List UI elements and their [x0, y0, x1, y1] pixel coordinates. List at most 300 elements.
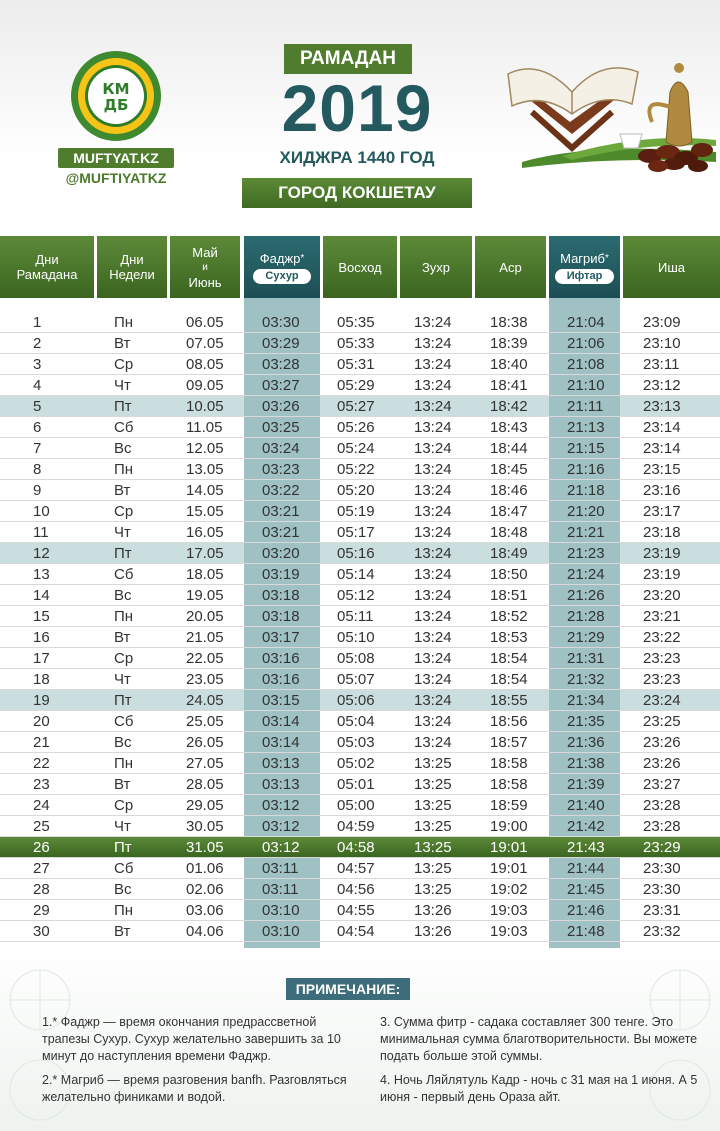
fajr-time: 03:21 — [262, 524, 300, 541]
isha-time: 23:19 — [643, 566, 681, 583]
asr-time: 18:47 — [490, 503, 528, 520]
zuhr-time: 13:25 — [414, 881, 452, 898]
note-1: 1.* Фаджр — время окончания предрассветной трапезы Сухур. Сухур желательно завершить за 10 минут до наступления времени Фаджр. — [42, 1015, 341, 1063]
day-ramadan: 18 — [33, 671, 50, 688]
maghrib-time: 21:20 — [567, 503, 605, 520]
header-month: Май и Июнь — [170, 236, 240, 298]
zuhr-time: 13:24 — [414, 650, 452, 667]
day-ramadan: 17 — [33, 650, 50, 667]
asr-time: 19:01 — [490, 860, 528, 877]
day-ramadan: 13 — [33, 566, 50, 583]
table-row — [0, 501, 720, 522]
day-week: Чт — [114, 818, 131, 835]
hijra-subtitle: ХИДЖРА 1440 ГОД — [279, 148, 435, 167]
maghrib-time: 21:38 — [567, 755, 605, 772]
fajr-time: 03:18 — [262, 587, 300, 604]
header-asr: Аср — [475, 236, 546, 298]
day-week: Пт — [114, 545, 132, 562]
day-week: Вс — [114, 734, 132, 751]
day-ramadan: 6 — [33, 419, 42, 436]
isha-time: 23:30 — [643, 881, 681, 898]
date: 20.05 — [186, 608, 224, 625]
isha-time: 23:19 — [643, 545, 681, 562]
asr-time: 19:01 — [490, 839, 528, 856]
date: 13.05 — [186, 461, 224, 478]
day-week: Пн — [114, 755, 134, 772]
isha-time: 23:11 — [643, 356, 680, 373]
day-week: Вт — [114, 629, 131, 646]
sunrise-time: 05:12 — [337, 587, 375, 604]
sunrise-time: 05:33 — [337, 335, 375, 352]
day-ramadan: 2 — [33, 335, 42, 352]
day-ramadan: 21 — [33, 734, 50, 751]
maghrib-time: 21:04 — [567, 314, 605, 331]
sunrise-time: 05:35 — [337, 314, 375, 331]
asr-time: 18:40 — [490, 356, 528, 373]
day-ramadan: 20 — [33, 713, 50, 730]
date: 16.05 — [186, 524, 224, 541]
maghrib-time: 21:46 — [567, 902, 605, 919]
note-3: 3. Сумма фитр - садака составляет 300 тенге. Это минимальная сумма благотворительности. Вы можете подать больше этой суммы. — [380, 1015, 698, 1063]
maghrib-time: 21:11 — [567, 398, 604, 415]
table-row — [0, 837, 720, 858]
fajr-time: 03:19 — [262, 566, 300, 583]
isha-time: 23:28 — [643, 797, 681, 814]
zuhr-time: 13:24 — [414, 671, 452, 688]
isha-time: 23:12 — [643, 377, 681, 394]
isha-time: 23:13 — [643, 398, 681, 415]
year-title: 2019 — [281, 71, 433, 145]
asr-time: 19:03 — [490, 902, 528, 919]
date: 19.05 — [186, 587, 224, 604]
zuhr-time: 13:24 — [414, 356, 452, 373]
isha-time: 23:18 — [643, 524, 681, 541]
day-ramadan: 29 — [33, 902, 50, 919]
sunrise-time: 05:07 — [337, 671, 375, 688]
maghrib-time: 21:42 — [567, 818, 605, 835]
isha-time: 23:23 — [643, 650, 681, 667]
header-zuhr: Зухр — [400, 236, 472, 298]
zuhr-time: 13:24 — [414, 398, 452, 415]
fajr-time: 03:12 — [262, 797, 300, 814]
maghrib-time: 21:10 — [567, 377, 605, 394]
maghrib-time: 21:40 — [567, 797, 605, 814]
isha-time: 23:21 — [643, 608, 681, 625]
asr-time: 18:44 — [490, 440, 528, 457]
asr-time: 18:57 — [490, 734, 528, 751]
maghrib-time: 21:23 — [567, 545, 605, 562]
sunrise-time: 05:10 — [337, 629, 375, 646]
day-week: Вт — [114, 776, 131, 793]
table-row — [0, 900, 720, 921]
isha-time: 23:14 — [643, 440, 681, 457]
date: 01.06 — [186, 860, 224, 877]
day-week: Пн — [114, 608, 134, 625]
isha-time: 23:26 — [643, 734, 681, 751]
asr-time: 19:02 — [490, 881, 528, 898]
maghrib-time: 21:39 — [567, 776, 605, 793]
day-week: Ср — [114, 503, 134, 520]
zuhr-time: 13:25 — [414, 755, 452, 772]
date: 30.05 — [186, 818, 224, 835]
day-week: Ср — [114, 797, 134, 814]
zuhr-time: 13:24 — [414, 587, 452, 604]
asr-time: 18:53 — [490, 629, 528, 646]
maghrib-time: 21:43 — [567, 839, 605, 856]
date: 31.05 — [186, 839, 224, 856]
table-row — [0, 333, 720, 354]
fajr-time: 03:22 — [262, 482, 300, 499]
header-fajr: Фаджр* Сухур — [244, 236, 320, 298]
fajr-time: 03:16 — [262, 671, 300, 688]
day-week: Пт — [114, 692, 132, 709]
day-week: Вт — [114, 335, 131, 352]
sunrise-time: 05:06 — [337, 692, 375, 709]
table-row — [0, 438, 720, 459]
sunrise-time: 05:14 — [337, 566, 375, 583]
day-week: Чт — [114, 671, 131, 688]
fajr-time: 03:29 — [262, 335, 300, 352]
maghrib-time: 21:36 — [567, 734, 605, 751]
day-week: Вт — [114, 482, 131, 499]
maghrib-time: 21:16 — [567, 461, 605, 478]
fajr-time: 03:14 — [262, 713, 300, 730]
day-ramadan: 15 — [33, 608, 50, 625]
day-ramadan: 23 — [33, 776, 50, 793]
asr-time: 18:54 — [490, 671, 528, 688]
ramadan-banner: РАМАДАН — [284, 44, 412, 74]
zuhr-time: 13:24 — [414, 440, 452, 457]
asr-time: 18:45 — [490, 461, 528, 478]
isha-time: 23:29 — [643, 839, 681, 856]
table-row — [0, 627, 720, 648]
isha-time: 23:17 — [643, 503, 681, 520]
schedule-table — [0, 312, 720, 942]
sunrise-time: 05:27 — [337, 398, 375, 415]
day-week: Пн — [114, 902, 134, 919]
fajr-time: 03:14 — [262, 734, 300, 751]
day-week: Вс — [114, 881, 132, 898]
day-week: Сб — [114, 566, 134, 583]
table-row — [0, 879, 720, 900]
zuhr-time: 13:24 — [414, 713, 452, 730]
sunrise-time: 05:31 — [337, 356, 375, 373]
day-week: Сб — [114, 419, 134, 436]
day-ramadan: 5 — [33, 398, 42, 415]
fajr-time: 03:20 — [262, 545, 300, 562]
sunrise-time: 05:16 — [337, 545, 375, 562]
zuhr-time: 13:24 — [414, 608, 452, 625]
zuhr-time: 13:24 — [414, 629, 452, 646]
asr-time: 18:39 — [490, 335, 528, 352]
maghrib-time: 21:06 — [567, 335, 605, 352]
zuhr-time: 13:24 — [414, 524, 452, 541]
date: 06.05 — [186, 314, 224, 331]
maghrib-time: 21:13 — [567, 419, 605, 436]
isha-time: 23:22 — [643, 629, 681, 646]
sunrise-time: 05:01 — [337, 776, 375, 793]
sunrise-time: 05:17 — [337, 524, 375, 541]
date: 12.05 — [186, 440, 224, 457]
fajr-time: 03:27 — [262, 377, 300, 394]
day-week: Пн — [114, 461, 134, 478]
sunrise-time: 05:22 — [337, 461, 375, 478]
sunrise-time: 05:04 — [337, 713, 375, 730]
zuhr-time: 13:24 — [414, 335, 452, 352]
sunrise-time: 04:58 — [337, 839, 375, 856]
day-ramadan: 11 — [33, 524, 49, 541]
day-ramadan: 22 — [33, 755, 50, 772]
date: 02.06 — [186, 881, 224, 898]
isha-time: 23:28 — [643, 818, 681, 835]
day-ramadan: 16 — [33, 629, 50, 646]
isha-time: 23:23 — [643, 671, 681, 688]
asr-time: 18:52 — [490, 608, 528, 625]
fajr-time: 03:18 — [262, 608, 300, 625]
zuhr-time: 13:25 — [414, 776, 452, 793]
day-ramadan: 30 — [33, 923, 50, 940]
maghrib-time: 21:24 — [567, 566, 605, 583]
fajr-time: 03:12 — [262, 818, 300, 835]
table-row — [0, 312, 720, 333]
fajr-time: 03:13 — [262, 776, 300, 793]
table-row — [0, 417, 720, 438]
isha-time: 23:10 — [643, 335, 681, 352]
sunrise-time: 05:08 — [337, 650, 375, 667]
date: 09.05 — [186, 377, 224, 394]
fajr-time: 03:10 — [262, 902, 300, 919]
header-sunrise: Восход — [323, 236, 397, 298]
date: 29.05 — [186, 797, 224, 814]
maghrib-time: 21:26 — [567, 587, 605, 604]
day-ramadan: 26 — [33, 839, 50, 856]
day-week: Чт — [114, 524, 131, 541]
sunrise-time: 04:57 — [337, 860, 375, 877]
day-week: Вс — [114, 440, 132, 457]
fajr-time: 03:16 — [262, 650, 300, 667]
header-day-week: Дни Недели — [97, 236, 167, 298]
maghrib-time: 21:34 — [567, 692, 605, 709]
maghrib-time: 21:15 — [567, 440, 605, 457]
asr-time: 18:55 — [490, 692, 528, 709]
fajr-time: 03:12 — [262, 839, 300, 856]
date: 15.05 — [186, 503, 224, 520]
asr-time: 18:41 — [490, 377, 528, 394]
day-ramadan: 25 — [33, 818, 50, 835]
date: 14.05 — [186, 482, 224, 499]
date: 24.05 — [186, 692, 224, 709]
day-week: Вс — [114, 587, 132, 604]
zuhr-time: 13:26 — [414, 923, 452, 940]
fajr-time: 03:21 — [262, 503, 300, 520]
table-row — [0, 522, 720, 543]
isha-time: 23:25 — [643, 713, 681, 730]
day-week: Пн — [114, 314, 134, 331]
fajr-time: 03:30 — [262, 314, 300, 331]
table-row — [0, 480, 720, 501]
asr-time: 19:00 — [490, 818, 528, 835]
svg-text:КМ: КМ — [102, 80, 130, 98]
table-row — [0, 375, 720, 396]
zuhr-time: 13:25 — [414, 818, 452, 835]
sunrise-time: 04:56 — [337, 881, 375, 898]
sunrise-time: 05:00 — [337, 797, 375, 814]
fajr-time: 03:11 — [262, 881, 299, 898]
date: 11.05 — [186, 419, 223, 436]
day-week: Чт — [114, 377, 131, 394]
asr-time: 18:48 — [490, 524, 528, 541]
sunrise-time: 05:26 — [337, 419, 375, 436]
isha-time: 23:15 — [643, 461, 681, 478]
date: 28.05 — [186, 776, 224, 793]
suhur-pill: Сухур — [253, 269, 310, 284]
note-2: 2.* Магриб — время разговения banfh. Разговляться желательно финиками и водой. — [42, 1073, 347, 1104]
day-ramadan: 10 — [33, 503, 50, 520]
header-isha: Иша — [623, 236, 720, 298]
isha-time: 23:27 — [643, 776, 681, 793]
day-week: Ср — [114, 356, 134, 373]
date: 18.05 — [186, 566, 224, 583]
isha-time: 23:16 — [643, 482, 681, 499]
day-ramadan: 19 — [33, 692, 50, 709]
asr-time: 18:56 — [490, 713, 528, 730]
maghrib-time: 21:21 — [567, 524, 605, 541]
table-row — [0, 732, 720, 753]
zuhr-time: 13:24 — [414, 545, 452, 562]
isha-time: 23:31 — [643, 902, 681, 919]
date: 08.05 — [186, 356, 224, 373]
maghrib-time: 21:18 — [567, 482, 605, 499]
day-ramadan: 7 — [33, 440, 42, 457]
table-row — [0, 690, 720, 711]
day-ramadan: 8 — [33, 461, 42, 478]
zuhr-time: 13:24 — [414, 314, 452, 331]
day-ramadan: 1 — [33, 314, 42, 331]
sunrise-time: 05:24 — [337, 440, 375, 457]
day-ramadan: 3 — [33, 356, 42, 373]
sunrise-time: 05:29 — [337, 377, 375, 394]
maghrib-time: 21:28 — [567, 608, 605, 625]
asr-time: 18:46 — [490, 482, 528, 499]
day-ramadan: 9 — [33, 482, 42, 499]
zuhr-time: 13:24 — [414, 734, 452, 751]
day-week: Пт — [114, 839, 132, 856]
asr-time: 19:03 — [490, 923, 528, 940]
asr-time: 18:54 — [490, 650, 528, 667]
date: 22.05 — [186, 650, 224, 667]
day-ramadan: 27 — [33, 860, 50, 877]
zuhr-time: 13:25 — [414, 860, 452, 877]
table-row — [0, 753, 720, 774]
zuhr-time: 13:24 — [414, 503, 452, 520]
day-week: Сб — [114, 713, 134, 730]
notes-title: ПРИМЕЧАНИЕ: — [286, 978, 410, 1000]
date: 26.05 — [186, 734, 224, 751]
sunrise-time: 05:03 — [337, 734, 375, 751]
fajr-time: 03:24 — [262, 440, 300, 457]
fajr-time: 03:25 — [262, 419, 300, 436]
sunrise-time: 04:54 — [337, 923, 375, 940]
sunrise-time: 05:20 — [337, 482, 375, 499]
asr-time: 18:50 — [490, 566, 528, 583]
header-maghrib: Магриб* Ифтар — [549, 236, 620, 298]
zuhr-time: 13:25 — [414, 797, 452, 814]
table-header — [0, 236, 720, 298]
day-ramadan: 4 — [33, 377, 42, 394]
asr-time: 18:51 — [490, 587, 528, 604]
date: 04.06 — [186, 923, 224, 940]
asr-time: 18:58 — [490, 776, 528, 793]
fajr-time: 03:13 — [262, 755, 300, 772]
site-label: MUFTYAT.KZ — [58, 148, 174, 168]
header-day-ramadan: Дни Рамадана — [0, 236, 94, 298]
date: 21.05 — [186, 629, 224, 646]
date: 10.05 — [186, 398, 224, 415]
isha-time: 23:24 — [643, 692, 681, 709]
day-ramadan: 12 — [33, 545, 50, 562]
maghrib-time: 21:35 — [567, 713, 605, 730]
isha-time: 23:14 — [643, 419, 681, 436]
zuhr-time: 13:24 — [414, 377, 452, 394]
fajr-time: 03:11 — [262, 860, 299, 877]
maghrib-time: 21:45 — [567, 881, 605, 898]
zuhr-time: 13:24 — [414, 482, 452, 499]
maghrib-time: 21:08 — [567, 356, 605, 373]
quran-dates-illustration — [502, 52, 716, 182]
muftiyat-logo — [70, 50, 162, 142]
sunrise-time: 05:19 — [337, 503, 375, 520]
fajr-time: 03:10 — [262, 923, 300, 940]
fajr-time: 03:23 — [262, 461, 300, 478]
city-banner: ГОРОД КОКШЕТАУ — [242, 178, 472, 208]
fajr-time: 03:26 — [262, 398, 300, 415]
isha-time: 23:20 — [643, 587, 681, 604]
zuhr-time: 13:26 — [414, 902, 452, 919]
day-week: Ср — [114, 650, 134, 667]
date: 07.05 — [186, 335, 224, 352]
iftar-pill: Ифтар — [555, 269, 615, 284]
sunrise-time: 05:11 — [337, 608, 374, 625]
sunrise-time: 05:02 — [337, 755, 375, 772]
fajr-time: 03:15 — [262, 692, 300, 709]
table-row — [0, 711, 720, 732]
asr-time: 18:43 — [490, 419, 528, 436]
fajr-time: 03:17 — [262, 629, 300, 646]
isha-time: 23:32 — [643, 923, 681, 940]
asr-time: 18:58 — [490, 755, 528, 772]
table-row — [0, 396, 720, 417]
table-row — [0, 585, 720, 606]
zuhr-time: 13:25 — [414, 839, 452, 856]
day-ramadan: 24 — [33, 797, 50, 814]
date: 25.05 — [186, 713, 224, 730]
maghrib-time: 21:44 — [567, 860, 605, 877]
day-week: Пт — [114, 398, 132, 415]
table-row — [0, 543, 720, 564]
asr-time: 18:59 — [490, 797, 528, 814]
asr-time: 18:42 — [490, 398, 528, 415]
social-handle: @MUFTIYATKZ — [65, 170, 167, 186]
maghrib-time: 21:48 — [567, 923, 605, 940]
zuhr-time: 13:24 — [414, 566, 452, 583]
day-week: Сб — [114, 860, 134, 877]
isha-time: 23:26 — [643, 755, 681, 772]
table-row — [0, 354, 720, 375]
sunrise-time: 04:55 — [337, 902, 375, 919]
table-row — [0, 648, 720, 669]
maghrib-time: 21:29 — [567, 629, 605, 646]
table-row — [0, 816, 720, 837]
